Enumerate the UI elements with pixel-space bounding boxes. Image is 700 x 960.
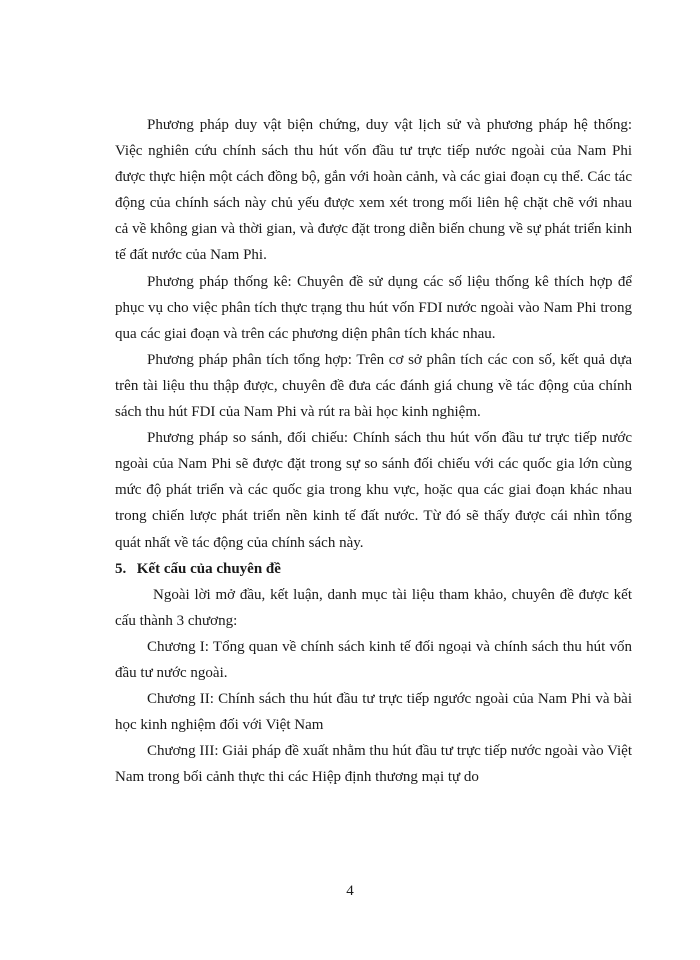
paragraph-statistical-method: Phương pháp thống kê: Chuyên đề sử dụng các số liệu thống kê thích hợp để phục vụ cho việc phân tích thực trạng thu hút vốn FDI nước ngoài vào Nam Phi trong qua các giai đoạn và trên các phương diện phân tích khác nhau. (115, 273, 632, 342)
chapter-2: Chương II: Chính sách thu hút đầu tư trực tiếp ngước ngoài của Nam Phi và bài học kinh nghiệm đối với Việt Nam (115, 691, 632, 734)
section-heading (115, 556, 632, 582)
paragraph-synthesis-method: Phương pháp phân tích tổng hợp: Trên cơ sở phân tích các con số, kết quả dựa trên tài liệu thu thập được, chuyên đề đưa các đánh giá chung về tác động của chính sách thu hút FDI của Nam Phi và rút ra bài học kinh nghiệm. (115, 351, 632, 421)
paragraph-dialectical-method: Phương pháp duy vật biện chứng, duy vật lịch sử và phương pháp hệ thống: Việc nghiên cứu chính sách thu hút vốn đầu tư trực tiếp nước ngoài của Nam Phi được thực hiện một cách đồng bộ, gắn với hoàn cảnh, và các giai đoạn cụ thể. Các tác động của chính sách này chủ yếu được xem xét trong mối liên hệ chặt chẽ với nhau cả về không gian và thời gian, và được đặt trong diễn biến chung về sự phát triển kinh tế đất nước của Nam Phi. (115, 117, 632, 264)
section-title: Kết cấu của chuyên đề (136, 560, 281, 577)
chapter-1: Chương I: Tổng quan về chính sách kinh tế đối ngoại và chính sách thu hút vốn đầu tư nước ngoài. (115, 638, 632, 681)
paragraph-structure-intro: Ngoài lời mở đầu, kết luận, danh mục tài liệu tham khảo, chuyên đề được kết cấu thành 3 chương: (115, 586, 632, 629)
page-body (115, 112, 632, 790)
chapter-3: Chương III: Giải pháp đề xuất nhằm thu hút đầu tư trực tiếp nước ngoài vào Việt Nam trong bối cảnh thực thi các Hiệp định thương mại tự do (115, 743, 632, 786)
section-number: 5. (115, 560, 127, 577)
page-number: 4 (346, 883, 354, 899)
paragraph-comparison-method: Phương pháp so sánh, đối chiếu: Chính sách thu hút vốn đầu tư trực tiếp nước ngoài của Nam Phi sẽ được đặt trong sự so sánh đối chiếu với các quốc gia lớn cùng mức độ phát triển và các quốc gia trong khu vực, hoặc qua các giai đoạn khác nhau trong chiến lược phát triển nền kinh tế đất nước. Từ đó sẽ thấy được cái nhìn tổng quát nhất về tác động của chính sách này. (115, 430, 632, 551)
